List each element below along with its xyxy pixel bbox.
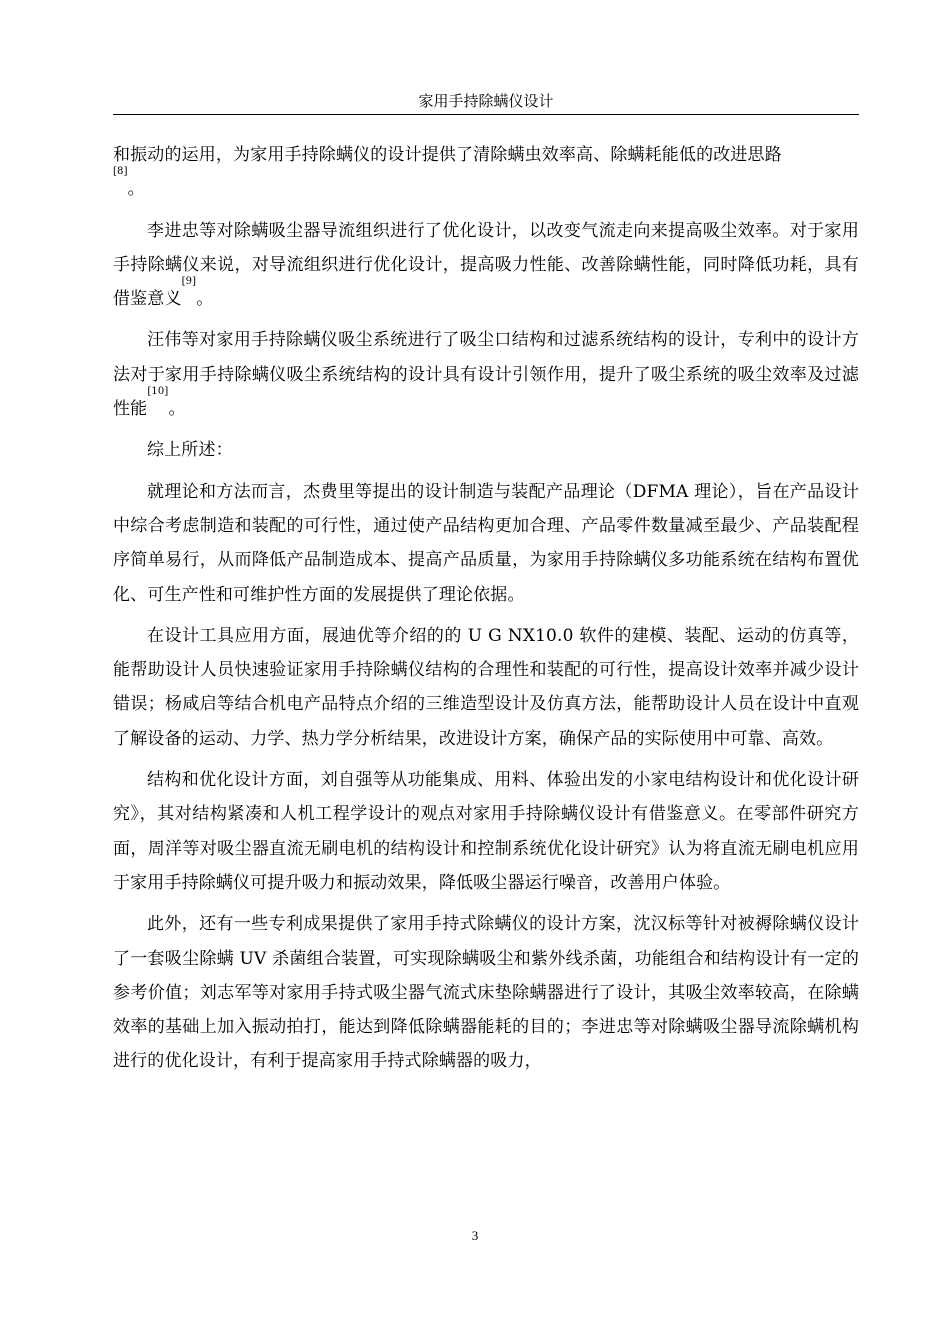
citation-ref: [10] [147, 386, 169, 398]
page-number: 3 [471, 1228, 479, 1243]
paragraph-text: 结构和优化设计方面，刘自强等从功能集成、用料、体验出发的小家电结构设计和优化设计研究》，其对结构紧凑和人机工程学设计的观点对家用手持除螨仪设计有借鉴意义。在零部件研究方面，周洋等对吸尘器直流无刷电机的结构设计和控制系统优化设计研究》认为将直流无刷电机应用于家用手持除螨仪可提升吸力和振动效果，降低吸尘器运行噪音，改善用户体验。 [113, 770, 859, 893]
paragraph-8 [113, 907, 859, 1078]
citation-ref: [8] [113, 166, 128, 178]
paragraph-text: 和振动的运用，为家用手持除螨仪的设计提供了清除螨虫效率高、除螨耗能低的改进思路 [113, 145, 782, 165]
paragraph-end: 。 [168, 399, 186, 420]
paragraph-text: 就理论和方法而言，杰费里等提出的设计制造与装配产品理论（DFMA 理论），旨在产品设计中综合考虑制造和装配的可行性，通过使产品结构更加合理、产品零件数量减至最少、产品装配程序简单易行，从而降低产品制造成本、提高产品质量，为家用手持除螨仪多功能系统在结构布置优化、可生产性和可维护性方面的发展提供了理论依据。 [113, 481, 859, 605]
page-header [113, 88, 859, 115]
paragraph-text: 在设计工具应用方面，展迪优等介绍的的 U G NX10.0 软件的建模、装配、运动的仿真等，能帮助设计人员快速验证家用手持除螨仪结构的合理性和装配的可行性，提高设计效率并减少设计错误；杨咸启等结合机电产品特点介绍的三维造型设计及仿真方法，能帮助设计人员在设计中直观了解设备的运动、力学、热力学分析结果，改进设计方案，确保产品的实际使用中可靠、高效。 [113, 625, 859, 749]
body-text [113, 138, 859, 1086]
paragraph-end: 。 [196, 289, 214, 310]
paragraph-text: 汪伟等对家用手持除螨仪吸尘系统进行了吸尘口结构和过滤系统结构的设计，专利中的设计方法对于家用手持除螨仪吸尘系统结构的设计具有设计引领作用，提升了吸尘系统的吸尘效率及过滤性能 [113, 330, 859, 420]
citation-ref: [9] [181, 276, 197, 288]
paragraph-4 [113, 433, 859, 467]
paragraph-text: 综上所述： [147, 440, 233, 461]
paragraph-5 [113, 475, 859, 612]
running-title: 家用手持除螨仪设计 [418, 92, 554, 110]
paragraph-3 [113, 323, 859, 426]
paragraph-7 [113, 763, 859, 900]
paragraph-6 [113, 619, 859, 756]
paragraph-2 [113, 214, 859, 317]
paragraph-text: 李进忠等对除螨吸尘器导流组织进行了优化设计，以改变气流走向来提高吸尘效率。对于家用手持除螨仪来说，对导流组织进行优化设计，提高吸力性能、改善除螨性能，同时降低功耗，具有借鉴意义 [113, 220, 859, 310]
paragraph-1 [113, 138, 859, 207]
paragraph-text: 此外，还有一些专利成果提供了家用手持式除螨仪的设计方案，沈汉标等针对被褥除螨仪设计了一套吸尘除螨 UV 杀菌组合装置，可实现除螨吸尘和紫外线杀菌，功能组合和结构设计有一定的参考价值；刘志军等对家用手持式吸尘器气流式床垫除螨器进行了设计，其吸尘效率较高，在除螨效率的基础上加入振动拍打，能达到降低除螨器能耗的目的；李进忠等对除螨吸尘器导流除螨机构进行的优化设计，有利于提高家用手持式除螨器的吸力， [113, 914, 859, 1072]
paragraph-end: 。 [127, 179, 145, 200]
